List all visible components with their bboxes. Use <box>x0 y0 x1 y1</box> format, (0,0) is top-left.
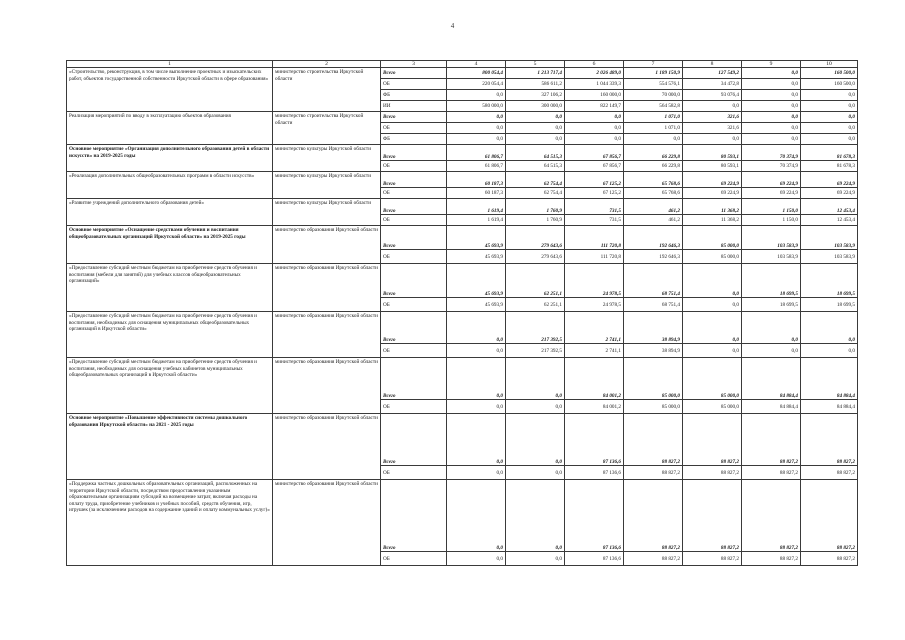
amount-cell: 88 827,2 <box>683 414 742 466</box>
amount-cell: 0,0 <box>742 79 801 90</box>
amount-cell: 62 251,1 <box>506 298 565 312</box>
amount-cell: 461,2 <box>624 215 683 226</box>
measure-name: «Предоставление субсидий местным бюджетам на приобретение средств обучения и воспитания (мебели для занятий) для учебных классов общеобразовательных организаций» <box>67 264 273 312</box>
amount-cell: 62 754,4 <box>506 188 565 199</box>
amount-cell: 38 894,9 <box>624 312 683 344</box>
executor-name: министерство строительства Иркутской области <box>273 112 381 145</box>
amount-cell: 64 515,3 <box>506 161 565 172</box>
amount-cell: 88 827,2 <box>801 414 858 466</box>
funding-source: ФБ <box>381 90 447 101</box>
amount-cell: 0,0 <box>506 134 565 145</box>
amount-cell: 70 374,9 <box>742 145 801 161</box>
funding-source: Всего <box>381 480 447 552</box>
amount-cell: 24 978,5 <box>565 264 624 298</box>
amount-cell: 62 754,4 <box>506 172 565 188</box>
amount-cell: 88 827,2 <box>624 414 683 466</box>
amount-cell: 88 827,2 <box>624 466 683 480</box>
amount-cell: 38 894,9 <box>624 344 683 358</box>
amount-cell: 65 768,6 <box>624 172 683 188</box>
amount-cell: 67 856,7 <box>565 145 624 161</box>
funding-source: ОБ <box>381 552 447 566</box>
funding-source: ОБ <box>381 215 447 226</box>
amount-cell: 80 593,1 <box>683 145 742 161</box>
amount-cell: 81 678,3 <box>801 161 858 172</box>
table-row <box>67 264 858 298</box>
amount-cell: 217 392,5 <box>506 312 565 344</box>
amount-cell: 0,0 <box>683 344 742 358</box>
amount-cell: 0,0 <box>506 552 565 566</box>
amount-cell: 1 760,9 <box>506 215 565 226</box>
amount-cell: 800 054,4 <box>447 68 506 79</box>
executor-name: министерство образования Иркутской области <box>273 480 381 566</box>
amount-cell: 0,0 <box>447 480 506 552</box>
amount-cell: 68 751,4 <box>624 298 683 312</box>
amount-cell: 0,0 <box>506 112 565 123</box>
amount-cell: 564 582,8 <box>624 101 683 112</box>
amount-cell: 18 699,5 <box>742 298 801 312</box>
amount-cell: 0,0 <box>447 358 506 400</box>
table-row <box>67 68 858 79</box>
amount-cell: 88 827,2 <box>683 466 742 480</box>
amount-cell: 0,0 <box>447 123 506 134</box>
amount-cell: 1 189 150,9 <box>624 68 683 79</box>
amount-cell: 67 125,2 <box>565 188 624 199</box>
amount-cell: 62 251,1 <box>506 264 565 298</box>
amount-cell: 0,0 <box>742 123 801 134</box>
amount-cell: 0,0 <box>801 101 858 112</box>
amount-cell: 321,6 <box>683 123 742 134</box>
executor-name: министерство образования Иркутской области <box>273 414 381 480</box>
funding-source: ИИ <box>381 101 447 112</box>
amount-cell: 279 643,6 <box>506 250 565 264</box>
amount-cell: 2 741,1 <box>565 344 624 358</box>
amount-cell: 66 229,8 <box>624 145 683 161</box>
amount-cell: 192 646,3 <box>624 250 683 264</box>
funding-source: ОБ <box>381 250 447 264</box>
amount-cell: 279 643,6 <box>506 226 565 250</box>
header-cell: 5 <box>506 61 565 68</box>
funding-source: ОБ <box>381 123 447 134</box>
measure-name: Основное мероприятие «Повышение эффективности системы дошкольного образования Иркутской области» на 2021 - 2025 годы <box>67 414 273 480</box>
amount-cell: 0,0 <box>447 90 506 101</box>
amount-cell: 18 699,5 <box>801 298 858 312</box>
amount-cell: 0,0 <box>801 112 858 123</box>
amount-cell: 127 549,2 <box>683 68 742 79</box>
amount-cell: 0,0 <box>683 101 742 112</box>
funding-source: ОБ <box>381 79 447 90</box>
amount-cell: 69 224,9 <box>801 188 858 199</box>
table-row <box>67 226 858 250</box>
funding-source: Всего <box>381 312 447 344</box>
amount-cell: 18 699,5 <box>801 264 858 298</box>
funding-source: Всего <box>381 414 447 466</box>
amount-cell: 69 224,9 <box>801 172 858 188</box>
amount-cell: 70 000,0 <box>624 90 683 101</box>
amount-cell: 1 150,0 <box>742 215 801 226</box>
amount-cell: 0,0 <box>683 312 742 344</box>
funding-source: Всего <box>381 68 447 79</box>
amount-cell: 88 827,2 <box>801 480 858 552</box>
amount-cell: 160 500,0 <box>801 68 858 79</box>
amount-cell: 85 000,0 <box>624 400 683 414</box>
measure-name: Основное мероприятие «Организация дополнительного образования детей в области искусств» на 2019-2025 годы <box>67 145 273 172</box>
amount-cell: 2 741,1 <box>565 312 624 344</box>
amount-cell: 69 224,9 <box>742 172 801 188</box>
amount-cell: 65 768,6 <box>624 188 683 199</box>
amount-cell: 0,0 <box>447 414 506 466</box>
amount-cell: 67 125,2 <box>565 172 624 188</box>
table-row <box>67 112 858 123</box>
amount-cell: 0,0 <box>447 134 506 145</box>
measure-name: «Предоставление субсидий местным бюджетам на приобретение средств обучения и воспитания, необходимых для оснащения муниципальных общеобразовательных организаций в Иркутской области» <box>67 312 273 358</box>
amount-cell: 88 827,2 <box>683 480 742 552</box>
amount-cell: 68 751,4 <box>624 264 683 298</box>
executor-name: министерство культуры Иркутской области <box>273 199 381 226</box>
amount-cell: 64 515,3 <box>506 145 565 161</box>
amount-cell: 1 150,0 <box>742 199 801 215</box>
amount-cell: 0,0 <box>447 466 506 480</box>
amount-cell: 93 076,4 <box>683 90 742 101</box>
measure-name: Реализация мероприятий по вводу в эксплуатацию объектов образования <box>67 112 273 145</box>
amount-cell: 34 472,8 <box>683 79 742 90</box>
amount-cell: 12 453,4 <box>801 199 858 215</box>
table-row <box>67 414 858 466</box>
funding-source: ОБ <box>381 400 447 414</box>
executor-name: министерство образования Иркутской области <box>273 264 381 312</box>
amount-cell: 0,0 <box>683 298 742 312</box>
amount-cell: 0,0 <box>506 400 565 414</box>
amount-cell: 87 136,6 <box>565 480 624 552</box>
amount-cell: 0,0 <box>801 123 858 134</box>
amount-cell: 85 000,0 <box>683 226 742 250</box>
measure-name: «Предоставление субсидий местным бюджетам на приобретение средств обучения и воспитания, необходимых для оснащения учебных кабинетов муниципальных общеобразовательных организаций в Иркутской области» <box>67 358 273 414</box>
amount-cell: 11 368,2 <box>683 215 742 226</box>
amount-cell: 84 884,4 <box>742 400 801 414</box>
amount-cell: 554 576,1 <box>624 79 683 90</box>
amount-cell: 66 229,8 <box>624 161 683 172</box>
amount-cell: 67 856,7 <box>565 161 624 172</box>
amount-cell: 61 806,7 <box>447 161 506 172</box>
amount-cell: 88 827,2 <box>801 466 858 480</box>
header-cell: 7 <box>624 61 683 68</box>
amount-cell: 45 693,9 <box>447 298 506 312</box>
table-row <box>67 358 858 400</box>
amount-cell: 220 054,4 <box>447 79 506 90</box>
amount-cell: 731,5 <box>565 199 624 215</box>
table-row <box>67 480 858 552</box>
header-row <box>67 61 858 68</box>
amount-cell: 88 827,2 <box>742 552 801 566</box>
funding-source: Всего <box>381 172 447 188</box>
amount-cell: 88 827,2 <box>624 480 683 552</box>
amount-cell: 0,0 <box>565 112 624 123</box>
amount-cell: 84 884,4 <box>801 400 858 414</box>
amount-cell: 69 224,9 <box>683 188 742 199</box>
amount-cell: 0,0 <box>447 552 506 566</box>
amount-cell: 85 000,0 <box>624 358 683 400</box>
amount-cell: 103 583,9 <box>742 226 801 250</box>
amount-cell: 84 884,4 <box>801 358 858 400</box>
amount-cell: 0,0 <box>742 134 801 145</box>
amount-cell: 160 000,0 <box>565 90 624 101</box>
funding-source: Всего <box>381 145 447 161</box>
amount-cell: 327 106,2 <box>506 90 565 101</box>
amount-cell: 87 136,6 <box>565 466 624 480</box>
executor-name: министерство строительства Иркутской области <box>273 68 381 112</box>
amount-cell: 69 224,9 <box>742 188 801 199</box>
budget-table <box>66 60 858 566</box>
amount-cell: 87 136,6 <box>565 414 624 466</box>
table-row <box>67 145 858 161</box>
header-cell: 3 <box>381 61 447 68</box>
amount-cell: 61 806,7 <box>447 145 506 161</box>
amount-cell: 0,0 <box>801 90 858 101</box>
amount-cell: 1 619,4 <box>447 199 506 215</box>
funding-source: ОБ <box>381 188 447 199</box>
amount-cell: 103 583,9 <box>801 250 858 264</box>
amount-cell: 2 026 489,0 <box>565 68 624 79</box>
amount-cell: 0,0 <box>506 123 565 134</box>
amount-cell: 0,0 <box>447 312 506 344</box>
amount-cell: 12 453,4 <box>801 215 858 226</box>
header-cell: 4 <box>447 61 506 68</box>
table-row <box>67 312 858 344</box>
funding-source: Всего <box>381 358 447 400</box>
amount-cell: 1 619,4 <box>447 215 506 226</box>
amount-cell: 0,0 <box>506 414 565 466</box>
table-row <box>67 172 858 188</box>
measure-name: «Развитие учреждений дополнительного образования детей» <box>67 199 273 226</box>
amount-cell: 103 583,9 <box>801 226 858 250</box>
amount-cell: 88 827,2 <box>742 414 801 466</box>
funding-source: ОБ <box>381 298 447 312</box>
amount-cell: 81 678,3 <box>801 145 858 161</box>
amount-cell: 580 000,0 <box>447 101 506 112</box>
executor-name: министерство культуры Иркутской области <box>273 172 381 199</box>
amount-cell: 88 827,2 <box>742 480 801 552</box>
amount-cell: 0,0 <box>506 480 565 552</box>
executor-name: министерство образования Иркутской области <box>273 312 381 358</box>
amount-cell: 0,0 <box>565 134 624 145</box>
amount-cell: 217 392,5 <box>506 344 565 358</box>
header-cell: 1 <box>67 61 273 68</box>
amount-cell: 1 760,9 <box>506 199 565 215</box>
amount-cell: 88 827,2 <box>624 552 683 566</box>
amount-cell: 45 693,9 <box>447 250 506 264</box>
amount-cell: 0,0 <box>742 344 801 358</box>
amount-cell: 45 693,9 <box>447 264 506 298</box>
funding-source: Всего <box>381 226 447 250</box>
amount-cell: 11 368,2 <box>683 199 742 215</box>
amount-cell: 0,0 <box>565 123 624 134</box>
amount-cell: 321,6 <box>683 112 742 123</box>
amount-cell: 111 720,8 <box>565 250 624 264</box>
amount-cell: 85 000,0 <box>683 400 742 414</box>
page-number: 4 <box>450 22 455 30</box>
amount-cell: 0,0 <box>506 358 565 400</box>
amount-cell: 1 044 339,3 <box>565 79 624 90</box>
amount-cell: 69 224,9 <box>683 172 742 188</box>
amount-cell: 0,0 <box>742 112 801 123</box>
amount-cell: 0,0 <box>801 344 858 358</box>
amount-cell: 70 374,9 <box>742 161 801 172</box>
amount-cell: 88 827,2 <box>801 552 858 566</box>
measure-name: «Поддержка частных дошкольных образовательных организаций, расположенных на территории Иркутской области, посредством предоставления указанным образовательным организациям субсидий на возмещение затрат, включая расходы на оплату труда, приобретение учебников и учебных пособий, средств обучения, игр, игрушек (за исключением расходов на содержание зданий и оплату коммунальных услуг)» <box>67 480 273 566</box>
amount-cell: 1 213 717,4 <box>506 68 565 79</box>
amount-cell: 0,0 <box>742 312 801 344</box>
executor-name: министерство образования Иркутской области <box>273 358 381 414</box>
header-cell: 10 <box>801 61 858 68</box>
amount-cell: 80 593,1 <box>683 161 742 172</box>
header-cell: 6 <box>565 61 624 68</box>
amount-cell: 84 001,2 <box>565 358 624 400</box>
header-cell: 8 <box>683 61 742 68</box>
amount-cell: 0,0 <box>742 101 801 112</box>
amount-cell: 0,0 <box>624 134 683 145</box>
amount-cell: 103 583,9 <box>742 250 801 264</box>
amount-cell: 0,0 <box>742 90 801 101</box>
amount-cell: 88 827,2 <box>683 552 742 566</box>
amount-cell: 24 978,5 <box>565 298 624 312</box>
amount-cell: 0,0 <box>683 264 742 298</box>
amount-cell: 18 699,5 <box>742 264 801 298</box>
amount-cell: 160 500,0 <box>801 79 858 90</box>
amount-cell: 0,0 <box>506 466 565 480</box>
amount-cell: 461,2 <box>624 199 683 215</box>
measure-name: «Строительство, реконструкция, в том числе выполнение проектных и изыскательских работ, объектов государственной собственности Иркутской области в сфере образования» <box>67 68 273 112</box>
amount-cell: 84 001,2 <box>565 400 624 414</box>
header-cell: 9 <box>742 61 801 68</box>
executor-name: министерство культуры Иркутской области <box>273 145 381 172</box>
amount-cell: 0,0 <box>447 344 506 358</box>
measure-name: «Реализация дополнительных общеобразовательных программ в области искусств» <box>67 172 273 199</box>
amount-cell: 192 646,3 <box>624 226 683 250</box>
funding-source: Всего <box>381 199 447 215</box>
amount-cell: 586 611,2 <box>506 79 565 90</box>
amount-cell: 0,0 <box>801 312 858 344</box>
amount-cell: 85 000,0 <box>683 358 742 400</box>
amount-cell: 0,0 <box>801 134 858 145</box>
amount-cell: 300 000,0 <box>506 101 565 112</box>
header-cell: 2 <box>273 61 381 68</box>
measure-name: Основное мероприятие «Оснащение средствами обучения и воспитания общеобразовательных организаций Иркутской области» на 2019-2025 годы <box>67 226 273 264</box>
amount-cell: 0,0 <box>683 134 742 145</box>
amount-cell: 1 071,0 <box>624 112 683 123</box>
funding-source: Всего <box>381 112 447 123</box>
funding-source: ФБ <box>381 134 447 145</box>
funding-source: ОБ <box>381 161 447 172</box>
amount-cell: 87 136,6 <box>565 552 624 566</box>
amount-cell: 60 187,3 <box>447 172 506 188</box>
amount-cell: 88 827,2 <box>742 466 801 480</box>
amount-cell: 85 000,0 <box>683 250 742 264</box>
funding-source: Всего <box>381 264 447 298</box>
executor-name: министерство образования Иркутской области <box>273 226 381 264</box>
funding-source: ОБ <box>381 466 447 480</box>
amount-cell: 111 720,8 <box>565 226 624 250</box>
amount-cell: 1 071,0 <box>624 123 683 134</box>
amount-cell: 84 884,4 <box>742 358 801 400</box>
amount-cell: 0,0 <box>447 112 506 123</box>
amount-cell: 0,0 <box>742 68 801 79</box>
funding-source: ОБ <box>381 344 447 358</box>
amount-cell: 731,5 <box>565 215 624 226</box>
amount-cell: 60 187,3 <box>447 188 506 199</box>
amount-cell: 45 693,9 <box>447 226 506 250</box>
amount-cell: 822 149,7 <box>565 101 624 112</box>
amount-cell: 0,0 <box>447 400 506 414</box>
table-row <box>67 199 858 215</box>
